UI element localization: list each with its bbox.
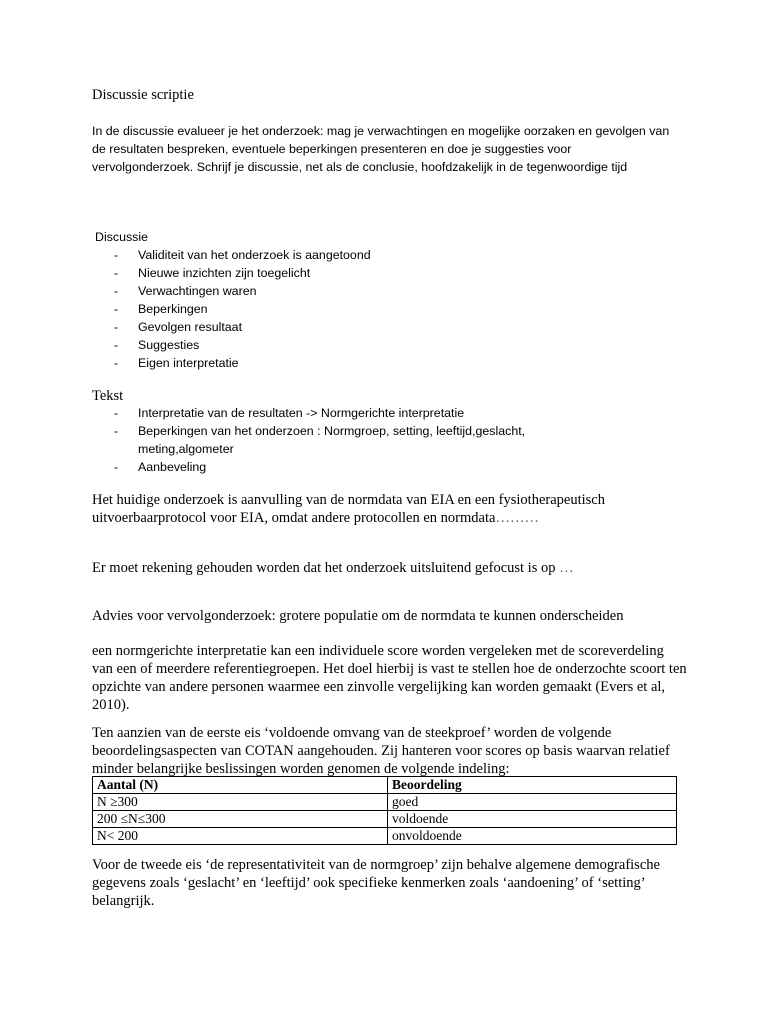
paragraph-normgerichte: een normgerichte interpretatie kan een individuele score worden vergeleken met de scoreverdeling van een of meerdere referentiegroepen. Het doel hierbij is vast te stellen hoe de onderzochte scoort ten opzichte van andere personen waarmee een zinvolle vergelijking kan worden gemaakt (Evers et al, 2010). (92, 643, 687, 713)
ellipsis: ……… (495, 510, 539, 526)
list-item: - Beperkingen (92, 300, 682, 318)
intro-paragraph: In de discussie evalueer je het onderzoek: mag je verwachtingen en mogelijke oorzaken en gevolgen van de resultaten bespreken, eventuele beperkingen presenteren en doe je suggesties voor vervolgonderzoek. Schrijf je discussie, net als de conclusie, hoofdzakelijk in de tegenwoordige tijd (92, 124, 670, 174)
paragraph-tweede-eis: Voor de tweede eis ‘de representativiteit van de normgroep’ zijn behalve algemene demografische gegevens zoals ‘geslacht’ en ‘leeftijd’ ook specifieke kenmerken zoals ‘aandoening’ of ‘setting’ belangrijk. (92, 857, 660, 909)
list-item: - Interpretatie van de resultaten -> Normgerichte interpretatie (92, 404, 652, 422)
list-item: - Eigen interpretatie (92, 354, 682, 372)
list-item: - Aanbeveling (92, 458, 652, 476)
table-row (93, 811, 677, 828)
paragraph-eerste-eis: Ten aanzien van de eerste eis ‘voldoende omvang van de steekproef’ worden de volgende beoordelingsaspecten van COTAN aangehouden. Zij hanteren voor scores op basis waarvan relatief minder belangrijke beslissingen worden genomen de volgende indeling: (92, 725, 670, 777)
list-item: - Validiteit van het onderzoek is aangetoond (92, 246, 682, 264)
paragraph-text: Er moet rekening gehouden worden dat het onderzoek uitsluitend gefocust is op (92, 560, 556, 576)
paragraph-text: Het huidige onderzoek is aanvulling van de normdata van EIA en een fysiotherapeutisch uitvoerbaarprotocol voor EIA, omdat andere protocollen en normdata (92, 492, 605, 526)
section-heading-tekst: Tekst (92, 388, 124, 404)
section-heading-discussie: Discussie (95, 230, 149, 244)
paragraph-advies: Advies voor vervolgonderzoek: grotere populatie om de normdata te kunnen onderscheiden (92, 608, 624, 624)
table-header-row (93, 777, 677, 794)
list-item: - Verwachtingen waren (92, 282, 682, 300)
paragraph-rekening (92, 559, 682, 577)
document-title: Discussie scriptie (92, 87, 194, 103)
table-cell: goed (388, 794, 677, 811)
list-item: - Nieuwe inzichten zijn toegelicht (92, 264, 682, 282)
paragraph-aanvulling (92, 491, 662, 527)
table-cell: N< 200 (93, 828, 388, 845)
table-cell: voldoende (388, 811, 677, 828)
table-header: Aantal (N) (93, 777, 388, 794)
table-header: Beoordeling (388, 777, 677, 794)
table-cell: 200 ≤N≤300 (93, 811, 388, 828)
tekst-list (92, 404, 652, 476)
table-cell: onvoldoende (388, 828, 677, 845)
discussie-list (92, 246, 682, 372)
list-item: - Suggesties (92, 336, 682, 354)
table-cell: N ≥300 (93, 794, 388, 811)
list-item: - Gevolgen resultaat (92, 318, 682, 336)
table-row (93, 794, 677, 811)
evaluation-table (92, 776, 677, 845)
ellipsis: … (559, 560, 574, 576)
list-item: - Beperkingen van het onderzoen : Normgroep, setting, leeftijd,geslacht, meting,algometer (92, 422, 652, 458)
table-row (93, 828, 677, 845)
